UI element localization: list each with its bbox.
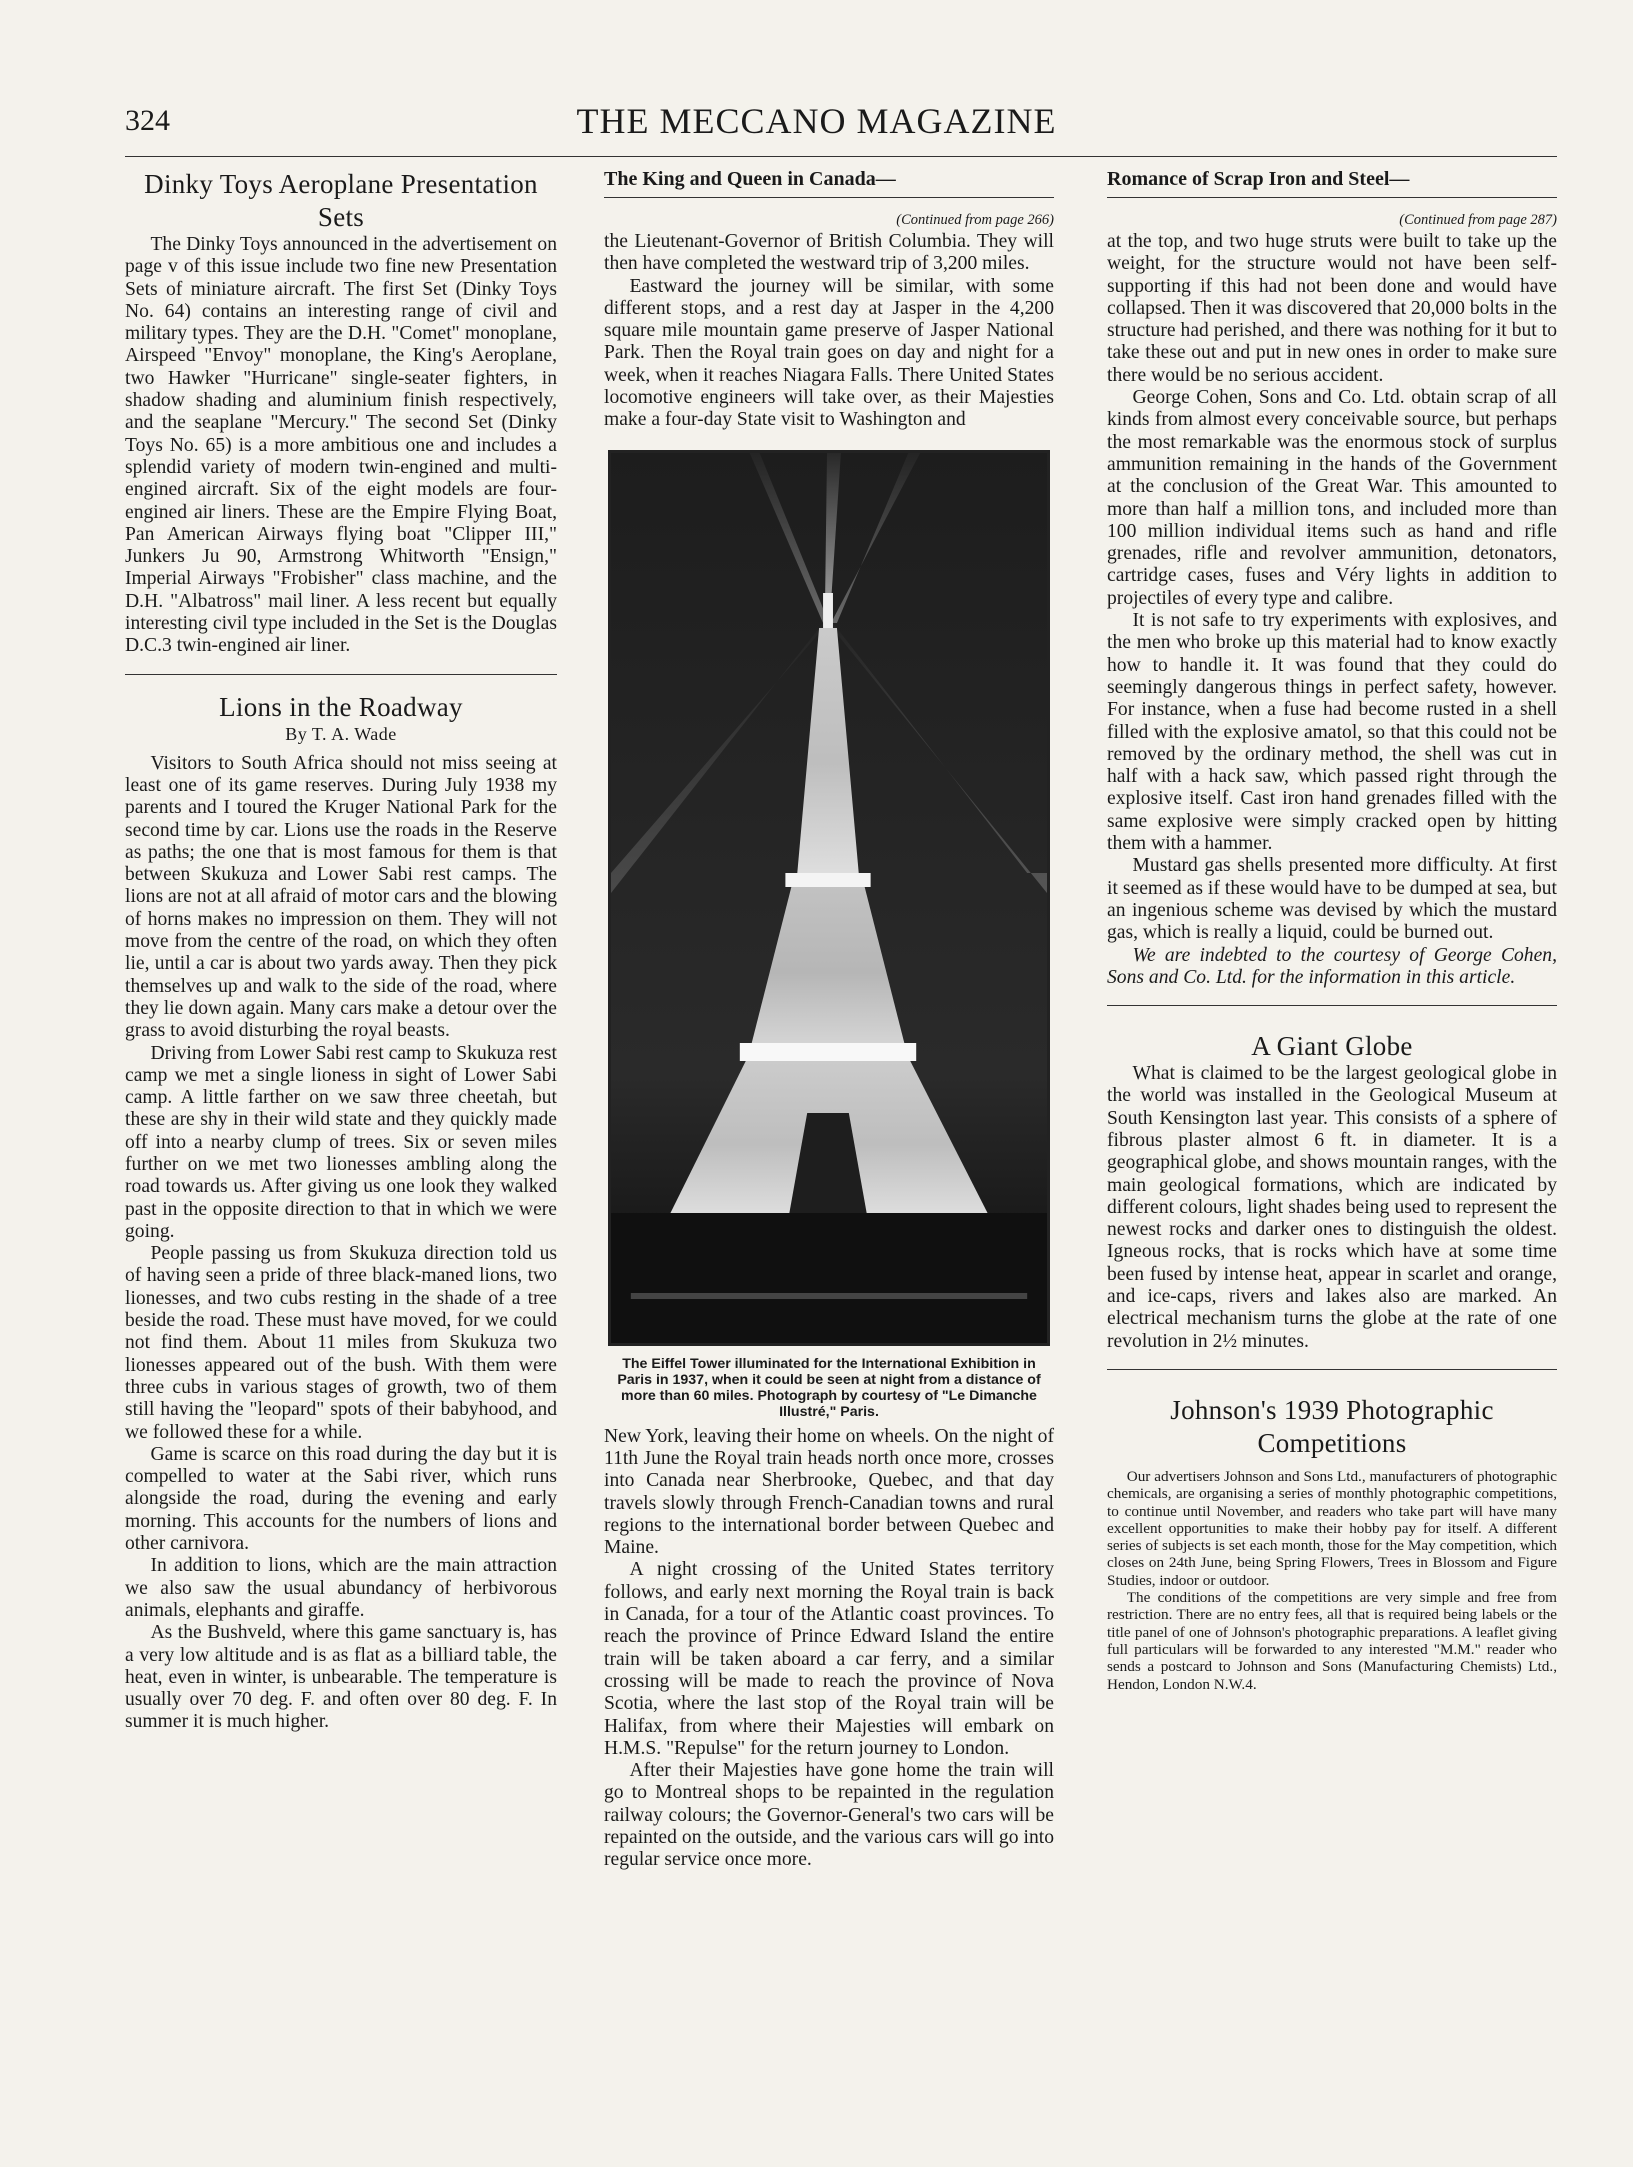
- lions-paragraph: In addition to lions, which are the main attraction we also saw the usual abundancy of herbivorous animals, elephants and giraffe.: [125, 1555, 557, 1621]
- section-divider: [125, 674, 557, 675]
- canada-paragraph: Eastward the journey will be similar, with some different stops, and a rest day at Jasper in the 4,200 square mile mountain game preserve of Jasper National Park. Then the Royal train goes on day and night for a week, when it reaches Niagara Falls. There United States locomotive engineers will take over, as their Majesties make a four-day State visit to Washington and: [604, 275, 1054, 431]
- johnson-paragraph: The conditions of the competitions are very simple and free from restriction. There are no entry fees, all that is required being labels or the title panel of one of Johnson's photographic preparations. A leaflet giving full particulars will be forwarded to any interested "M.M." reader who sends a postcard to Johnson and Sons (Manufacturing Chemists) Ltd., Hendon, London N.W.4.: [1107, 1589, 1557, 1693]
- left-column: [125, 168, 557, 1734]
- johnson-title: Johnson's 1939 Photographic Competitions: [1170, 1394, 1494, 1458]
- johnson-body: [1107, 1468, 1557, 1693]
- eiffel-tower-illustration: [611, 453, 1047, 1343]
- magazine-title: THE MECCANO MAGAZINE: [576, 101, 1057, 141]
- dinky-title: Dinky Toys Aeroplane Presentation Sets: [144, 169, 538, 232]
- scrap-paragraph: It is not safe to try experiments with explosives, and the men who broke up this material had to know exactly how to handle it. It was found that they could do seemingly dangerous things in perfect safety, however. For instance, when a fuse had become rusted in a shell filled with the explosive amatol, so that this could not be removed by the ordinary method, the shell was cut in half with a hack saw, which passed right through the explosive itself. Cast iron hand grenades filled with the same explosive were simply cracked open by hitting them with a hammer.: [1107, 610, 1557, 855]
- continued-note: (Continued from page 266): [896, 212, 1054, 228]
- section-divider: [1107, 1005, 1557, 1006]
- lions-paragraph: As the Bushveld, where this game sanctuary is, has a very low altitude and is as flat as a billiard table, the heat, even in winter, is unbearable. The temperature is usually over 70 deg. F. and often over 80 deg. F. In summer it is much higher.: [125, 1622, 557, 1733]
- canada-paragraph: After their Majesties have gone home the train will go to Montreal shops to be repainted in the regulation railway colours; the Governor-General's two cars will be repainted on the outside, and the various cars will go into regular service once more.: [604, 1760, 1054, 1871]
- scrap-acknowledgement: We are indebted to the courtesy of George Cohen, Sons and Co. Ltd. for the information in this article.: [1107, 944, 1557, 988]
- lions-paragraph: Game is scarce on this road during the day but it is compelled to water at the Sabi river, which runs alongside the road, during the evening and early morning. This accounts for the numbers of lions and other carnivora.: [125, 1443, 557, 1555]
- globe-title: A Giant Globe: [1251, 1031, 1413, 1062]
- scrap-paragraph: at the top, and two huge struts were built to take up the weight, for the structure would not have been self-supporting if this had not been done and would have collapsed. Then it was discovered that 20,000 bolts in the structure had perished, and there was nothing for it but to take these out and put in new ones in order to make sure there would be no serious accident.: [1107, 231, 1557, 386]
- lions-paragraph: Visitors to South Africa should not miss seeing at least one of its game reserves. During July 1938 my parents and I toured the Kruger National Park for the second time by car. Lions use the roads in the Reserve as paths; the one that is most famous for them is that between Skukuza and Lower Sabi rest camps. The lions are not at all afraid of motor cars and the blowing of horns makes no impression on them. They will not move from the centre of the road, on which they often lie, until a car is about two yards away. Then they pick themselves up and walk to the side of the road, where they lie down again. Many cars make a detour over the grass to avoid disturbing the royal beasts.: [125, 752, 557, 1042]
- section-divider: [1107, 1369, 1557, 1370]
- globe-paragraph: What is claimed to be the largest geological globe in the world was installed in the Geological Museum at South Kensington last year. This consists of a sphere of fibrous plaster almost 6 ft. in diameter. It is a geographical globe, and shows mountain ranges, with the main geological formations, which are indicated by different colours, light shades being used to represent the newest rocks and darker ones to distinguish the oldest. Igneous rocks, that is rocks which have at some time been fused by intense heat, appear in scarlet and orange, and ice-caps, rivers and lakes also are marked. An electrical mechanism turns the globe at the rate of one revolution in 2½ minutes.: [1107, 1063, 1558, 1352]
- right-column: [1107, 168, 1557, 1693]
- page-number: 324: [125, 104, 170, 137]
- scrap-title: Romance of Scrap Iron and Steel—: [1107, 168, 1557, 198]
- lions-paragraph: People passing us from Skukuza direction told us of having seen a pride of three black-maned lions, two lionesses, and two cubs resting in the shade of a tree beside the road. These must have moved, for we could not find them. About 11 miles from Skukuza two lionesses appeared out of the bush. With them were three cubs in various stages of growth, two of them still having the "leopard" spots of their babyhood, and we followed these for a while.: [125, 1243, 557, 1443]
- middle-column: [604, 168, 1054, 1872]
- scrap-paragraph: George Cohen, Sons and Co. Ltd. obtain scrap of all kinds from almost every conceivable source, but perhaps the most remarkable was the enormous stock of surplus ammunition remaining in the hands of the Government at the conclusion of the Great War. This amounted to more than half a million tons, and included more than 100 million individual items such as hand and rifle grenades, rifle and revolver ammunition, detonators, cartridge cases, fuses and Véry lights in addition to projectiles of every type and calibre.: [1107, 387, 1557, 609]
- dinky-paragraph: The Dinky Toys announced in the advertisement on page v of this issue include two fine new Presentation Sets of miniature aircraft. The first Set (Dinky Toys No. 64) contains an interesting range of civil and military types. They are the D.H. "Comet" monoplane, Airspeed "Envoy" monoplane, the King's Aeroplane, two Hawker "Hurricane" single-seater fighters, in shadow shading and aluminium finish respectively, and the seaplane "Mercury." The second Set (Dinky Toys No. 65) is a more ambitious one and includes a splendid variety of modern twin-engined and multi-engined aircraft. Six of the eight models are four-engined air liners. These are the Empire Flying Boat, Pan American Airways flying boat "Clipper III," Junkers Ju 90, Armstrong Whitworth "Ensign," Imperial Airways "Frobisher" class machine, and the D.H. "Albatross" mail liner. A less recent but equally interesting civil type included in the Set is the Douglas D.C.3 twin-engined air liner.: [125, 234, 557, 657]
- canada-title: The King and Queen in Canada—: [604, 168, 1054, 198]
- canada-paragraph: the Lieutenant-Governor of British Columbia. They will then have completed the westward trip of 3,200 miles.: [604, 231, 1054, 275]
- scrap-paragraph: Mustard gas shells presented more difficulty. At first it seemed as if these would have to be dumped at sea, but an ingenious scheme was devised by which the mustard gas, which is really a liquid, could be burned out.: [1107, 855, 1557, 944]
- eiffel-tower-photo: [608, 450, 1050, 1346]
- canada-paragraph: A night crossing of the United States territory follows, and early next morning the Royal train is back in Canada, for a tour of the Atlantic coast provinces. To reach the province of Prince Edward Island the entire train will be taken aboard a car ferry, and a similar crossing will be made to reach the province of Nova Scotia, where the last stop of the Royal train will be Halifax, from where their Majesties will embark on H.M.S. "Repulse" for the return journey to London.: [604, 1559, 1054, 1759]
- photo-caption: The Eiffel Tower illuminated for the International Exhibition in Paris in 1937, when it could be seen at night from a distance of more than 60 miles. Photograph by courtesy of "Le Dimanche Illustré," Paris.: [617, 1355, 1041, 1420]
- johnson-paragraph: Our advertisers Johnson and Sons Ltd., manufacturers of photographic chemicals, are organising a series of monthly photographic competitions, to continue until November, and readers who take part will have many excellent opportunities to make their hobby pay for itself. A different series of subjects is set each month, those for the May competition, which closes on 24th June, being Spring Flowers, Trees in Blossom and Figure Studies, indoor or outdoor.: [1107, 1467, 1557, 1589]
- canada-paragraph: New York, leaving their home on wheels. On the night of 11th June the Royal train heads north once more, crosses into Canada near Sherbrooke, Quebec, and that day travels slowly through French-Canadian towns and rural regions to the international border between Quebec and Maine.: [604, 1425, 1054, 1559]
- lions-paragraph: Driving from Lower Sabi rest camp to Skukuza rest camp we met a single lioness in sight of Lower Sabi camp. A little farther on we saw three cheetah, but these are shy in their wild state and they quickly made off into a nearby clump of trees. Six or seven miles further on we met two lionesses ambling along the road towards us. After giving us one look they walked past in the opposite direction to that in which we were going.: [125, 1042, 557, 1242]
- continued-note: (Continued from page 287): [1399, 212, 1557, 228]
- lions-title: Lions in the Roadway: [219, 691, 463, 722]
- header-rule: [125, 156, 1557, 157]
- lions-byline: By T. A. Wade: [285, 723, 397, 744]
